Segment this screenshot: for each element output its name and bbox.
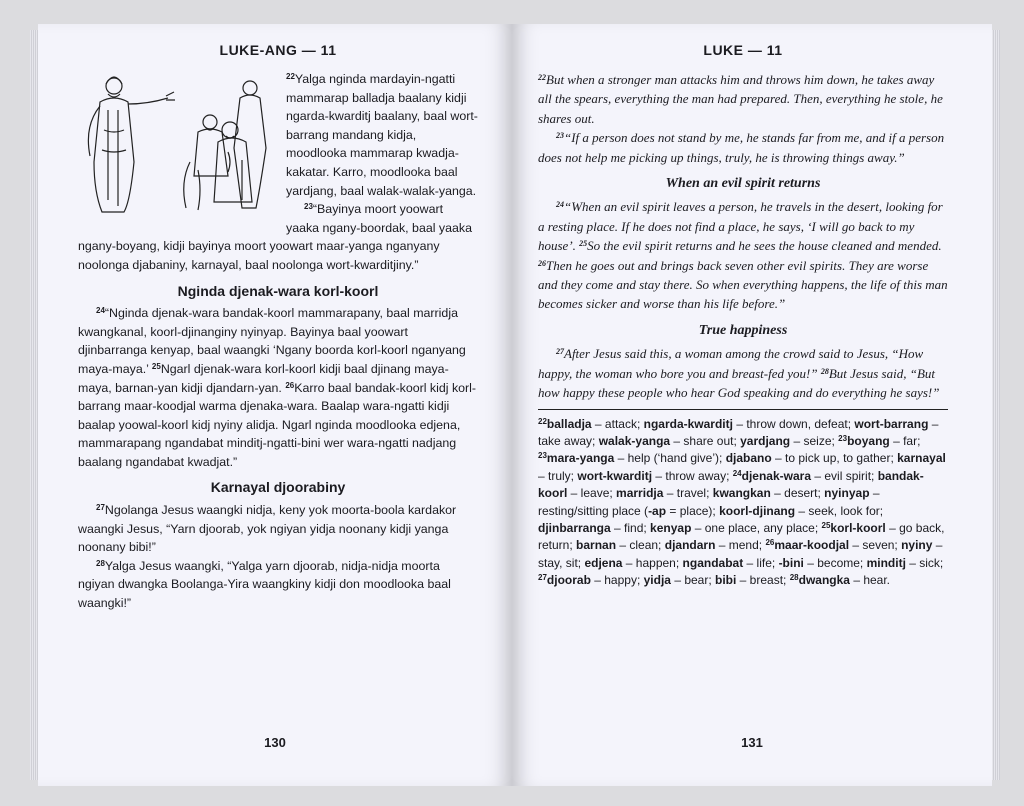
- glossary-term: nyiny: [901, 538, 933, 553]
- verse-24: [78, 304, 478, 471]
- glossary-definition: – clean;: [616, 538, 665, 553]
- glossary-definition: – one place, any place;: [691, 520, 822, 535]
- glossary-definition: – leave;: [567, 486, 617, 501]
- verse-text: But when a stronger man attacks him and throws him down, he takes away all the spears, everything the man had prepared. Then, everything he stole, he shares out.: [538, 72, 943, 126]
- glossary: [538, 416, 948, 590]
- glossary-entry: [599, 434, 740, 448]
- glossary-definition: – throw away;: [652, 468, 733, 483]
- glossary-definition: – seek, look for;: [795, 503, 884, 518]
- glossary-term: balladja: [546, 416, 592, 431]
- glossary-definition: – help (‘hand give’);: [614, 451, 726, 466]
- verse-27: [538, 344, 948, 402]
- verse-number: 26: [538, 258, 546, 268]
- glossary-term: nyinyap: [824, 486, 870, 501]
- verse-number: 28: [789, 573, 799, 583]
- glossary-term: bandak-koorl: [538, 468, 924, 501]
- glossary-definition: – seize;: [790, 433, 839, 448]
- glossary-term: walak-yanga: [598, 433, 671, 448]
- glossary-definition: – to pick up, to gather;: [771, 451, 898, 466]
- glossary-term: korl-koorl: [830, 520, 886, 535]
- glossary-definition: – attack;: [591, 416, 644, 431]
- glossary-term: djoorab: [546, 573, 591, 588]
- glossary-term: kenyap: [650, 520, 692, 535]
- running-head-right: LUKE — 11: [703, 42, 783, 58]
- glossary-entry: [665, 538, 766, 552]
- glossary-definition: – hear.: [849, 573, 891, 588]
- right-page-body: [538, 70, 948, 403]
- glossary-term: edjena: [584, 555, 623, 570]
- glossary-definition: – resting/sitting place (: [538, 486, 880, 518]
- section-heading: Karnayal djoorabiny: [210, 479, 346, 496]
- verse-text: “When an evil spirit leaves a person, he travels in the desert, looking for a resting place. If he does not find a place, he says, ‘I will go back to my house’.: [538, 199, 943, 254]
- verse-text: Ngolanga Jesus waangki nidja, keny yok moorta-boola kardakor waangki Jesus, “Yarn djoorab, yok ngiyan yidja noonany kidji yanga noonany bibi!”: [78, 503, 457, 555]
- verse-text: But Jesus said, “But how happy these people who hear God speaking and do everything he says!”: [538, 365, 940, 401]
- glossary-definition: – throw down, defeat;: [732, 416, 855, 431]
- glossary-entry: [713, 486, 824, 500]
- verse-number: 25: [151, 361, 161, 371]
- glossary-term: yardjang: [740, 433, 791, 448]
- glossary-definition: – breast;: [736, 573, 790, 588]
- glossary-term: dwangka: [798, 573, 850, 588]
- glossary-term: wort-kwarditj: [577, 468, 653, 483]
- glossary-term: yidja: [643, 573, 671, 588]
- glossary-entry: [719, 504, 883, 518]
- page-number-left: 130: [264, 735, 286, 750]
- verse-number: 22: [538, 416, 547, 426]
- verse-number: 22: [538, 73, 546, 82]
- glossary-entry: [538, 451, 726, 465]
- glossary-term: djenak-wara: [741, 468, 812, 483]
- glossary-entry: [733, 469, 878, 483]
- glossary-definition: – far;: [889, 433, 921, 448]
- glossary-definition: – bear;: [670, 573, 716, 588]
- verse-22: [538, 70, 948, 128]
- section-heading: True happiness: [698, 322, 788, 338]
- glossary-entry: [644, 417, 855, 431]
- verse-number: 24: [96, 306, 105, 316]
- glossary-entry: [683, 556, 779, 570]
- glossary-term: ngandabat: [682, 555, 744, 570]
- left-page-body: [78, 70, 478, 613]
- glossary-definition: – life;: [743, 555, 779, 570]
- verse-text: Yalga Jesus waangki, “Yalga yarn djoorab, nidja-nidja moorta ngiyan dwangka Boolanga-Yira waangkiny kidji don moodlooka baal waangki!”: [78, 558, 451, 611]
- glossary-term: marridja: [616, 486, 664, 501]
- glossary-term: djinbarranga: [538, 520, 611, 535]
- glossary-entry: [867, 556, 944, 570]
- glossary-entry: [538, 521, 650, 535]
- verse-number: 28: [96, 558, 105, 568]
- verse-28: [78, 557, 478, 613]
- glossary-term: ngarda-kwarditj: [643, 416, 733, 431]
- glossary-definition: – take away;: [538, 416, 939, 448]
- verse-number: 23: [538, 451, 547, 461]
- glossary-term: barnan: [576, 538, 617, 553]
- right-page: [512, 24, 992, 786]
- verse-number: 24: [556, 200, 564, 210]
- glossary-definition: – happy;: [590, 573, 644, 588]
- verse-number: 26: [765, 538, 775, 548]
- glossary-entry: [779, 556, 867, 570]
- glossary-definition: – mend;: [715, 538, 766, 553]
- verse-number: 23: [556, 131, 564, 141]
- verse-number: 23: [304, 202, 313, 212]
- section-heading: Nginda djenak-wara korl-koorl: [177, 282, 379, 299]
- glossary-entry: [740, 434, 838, 448]
- glossary-entry: [644, 573, 715, 587]
- glossary-entry: [648, 504, 719, 518]
- jesus-speaking-to-crowd-illustration: [78, 70, 274, 216]
- glossary-term: mara-yanga: [546, 451, 615, 466]
- verse-number: 25: [821, 520, 831, 530]
- verse-27: [78, 501, 478, 557]
- verse-text: “Nginda djenak-wara bandak-koorl mammarapany, baal marridja kwangkanal, koorl-djinanginy nyinyap. Bayinya baal yoowart djinbarranga kenyap, baal waangki ‘Ngany boorda korl-koorl nganyang maya-maya.’: [78, 306, 466, 376]
- glossary-entry: [715, 573, 790, 587]
- page-number-right: 131: [741, 735, 763, 750]
- verse-text: “If a person does not stand by me, he stands far from me, and if a person does not help me picking up things, truly, he is throwing things away.”: [538, 130, 945, 165]
- glossary-term: bibi: [715, 573, 737, 588]
- glossary-entry: [576, 538, 665, 552]
- glossary-term: minditj: [866, 555, 906, 570]
- glossary-entry: [650, 521, 821, 535]
- glossary-definition: – sick;: [905, 555, 944, 570]
- verse-23: [538, 128, 948, 167]
- glossary-term: kwangkan: [712, 486, 771, 501]
- glossary-entry: [838, 434, 920, 448]
- glossary-entry: [765, 538, 901, 552]
- glossary-term: maar-koodjal: [774, 538, 850, 553]
- verse-text: After Jesus said this, a woman among the crowd said to Jesus, “How happy, the woman who bore you and breast-fed you!”: [538, 346, 924, 381]
- verse-number: 27: [538, 573, 547, 583]
- glossary-entry: [538, 417, 644, 431]
- verse-text: Karro baal bandak-koorl kidj korl-barrang maar-koodjal warma djenaka-wara. Baalap wara-ngatti kidji baalap yoowal-koorl kidj nyiny alidja. Ngarl nginda moodlooka edjena, mammarapang ngandabat minditj-ngatti-bini wer wara-ngatti nadjang baalang ngandabat kwadjat.”: [78, 380, 477, 469]
- verse-number: 23: [838, 433, 848, 443]
- glossary-entry: [726, 451, 897, 465]
- verse-text: So the evil spirit returns and he sees the house cleaned and mended.: [587, 238, 942, 254]
- glossary-definition: – become;: [803, 555, 867, 570]
- glossary-term: boyang: [847, 433, 890, 448]
- glossary-term: wort-barrang: [854, 416, 929, 431]
- glossary-definition: – happen;: [622, 555, 683, 570]
- verse-number: 27: [96, 503, 105, 513]
- verse-number: 24: [732, 468, 742, 478]
- verse-number: 25: [579, 239, 588, 249]
- glossary-term: djabano: [725, 451, 772, 466]
- glossary-definition: – find;: [610, 520, 651, 535]
- verse-number: 26: [285, 380, 295, 390]
- glossary-term: -bini: [778, 555, 804, 570]
- glossary-entry: [577, 469, 732, 483]
- running-head-left: LUKE-ANG — 11: [219, 42, 337, 58]
- section-heading: When an evil spirit returns: [665, 176, 821, 192]
- glossary-definition: = place);: [666, 503, 720, 518]
- glossary-definition: – desert;: [770, 486, 825, 501]
- verse-24: [538, 197, 948, 313]
- glossary-definition: – share out;: [670, 433, 741, 448]
- glossary-term: -ap: [648, 503, 667, 518]
- glossary-entry: [538, 573, 644, 587]
- glossary-entry: [790, 573, 890, 587]
- glossary-definition: – evil spirit;: [811, 468, 878, 483]
- verse-text: Then he goes out and brings back seven other evil spirits. They are worse and they come and stay there. So when everything happens, the life of this man becomes sicker and worse than his life before.”: [538, 257, 948, 312]
- verse-text: Yalga nginda mardayin-ngatti mammarap balladja baalany kidji ngarda-kwarditj baalany, baal wort-barrang mandang kidja, moodlooka mammarap kwadja-kakatar. Karro, moodlooka baal yardjang, baal walak-walak-yanga.: [286, 72, 478, 198]
- glossary-term: djandarn: [664, 538, 716, 553]
- verse-number: 28: [820, 366, 829, 376]
- verse-number: 22: [286, 72, 295, 81]
- glossary-term: karnayal: [897, 451, 946, 466]
- glossary-definition: – go back, return;: [538, 520, 945, 553]
- open-book: [38, 24, 992, 786]
- glossary-entry: [616, 486, 713, 500]
- glossary-entry: [584, 556, 682, 570]
- glossary-divider: [538, 409, 948, 410]
- glossary-definition: – travel;: [663, 486, 713, 501]
- verse-number: 27: [556, 347, 564, 357]
- left-page: [38, 24, 512, 786]
- verse-text: Ngarl djenak-wara korl-koorl kidji baal djinang maya-maya, barnan-yan kidji djandarn-yan.: [78, 361, 449, 395]
- glossary-term: koorl-djinang: [719, 503, 796, 518]
- verse-text: “Bayinya moort yoowart yaaka ngany-boordak, baal yaaka ngany-boyang, kidji bayinya moort yoowart maar-yanga nganyany noolonga djabaniny, karnayal, baal noolonga wort-kwarditjiny.”: [78, 202, 472, 272]
- glossary-definition: – seven;: [849, 538, 902, 553]
- glossary-definition: – stay, sit;: [538, 538, 943, 570]
- glossary-definition: – truly;: [538, 468, 578, 483]
